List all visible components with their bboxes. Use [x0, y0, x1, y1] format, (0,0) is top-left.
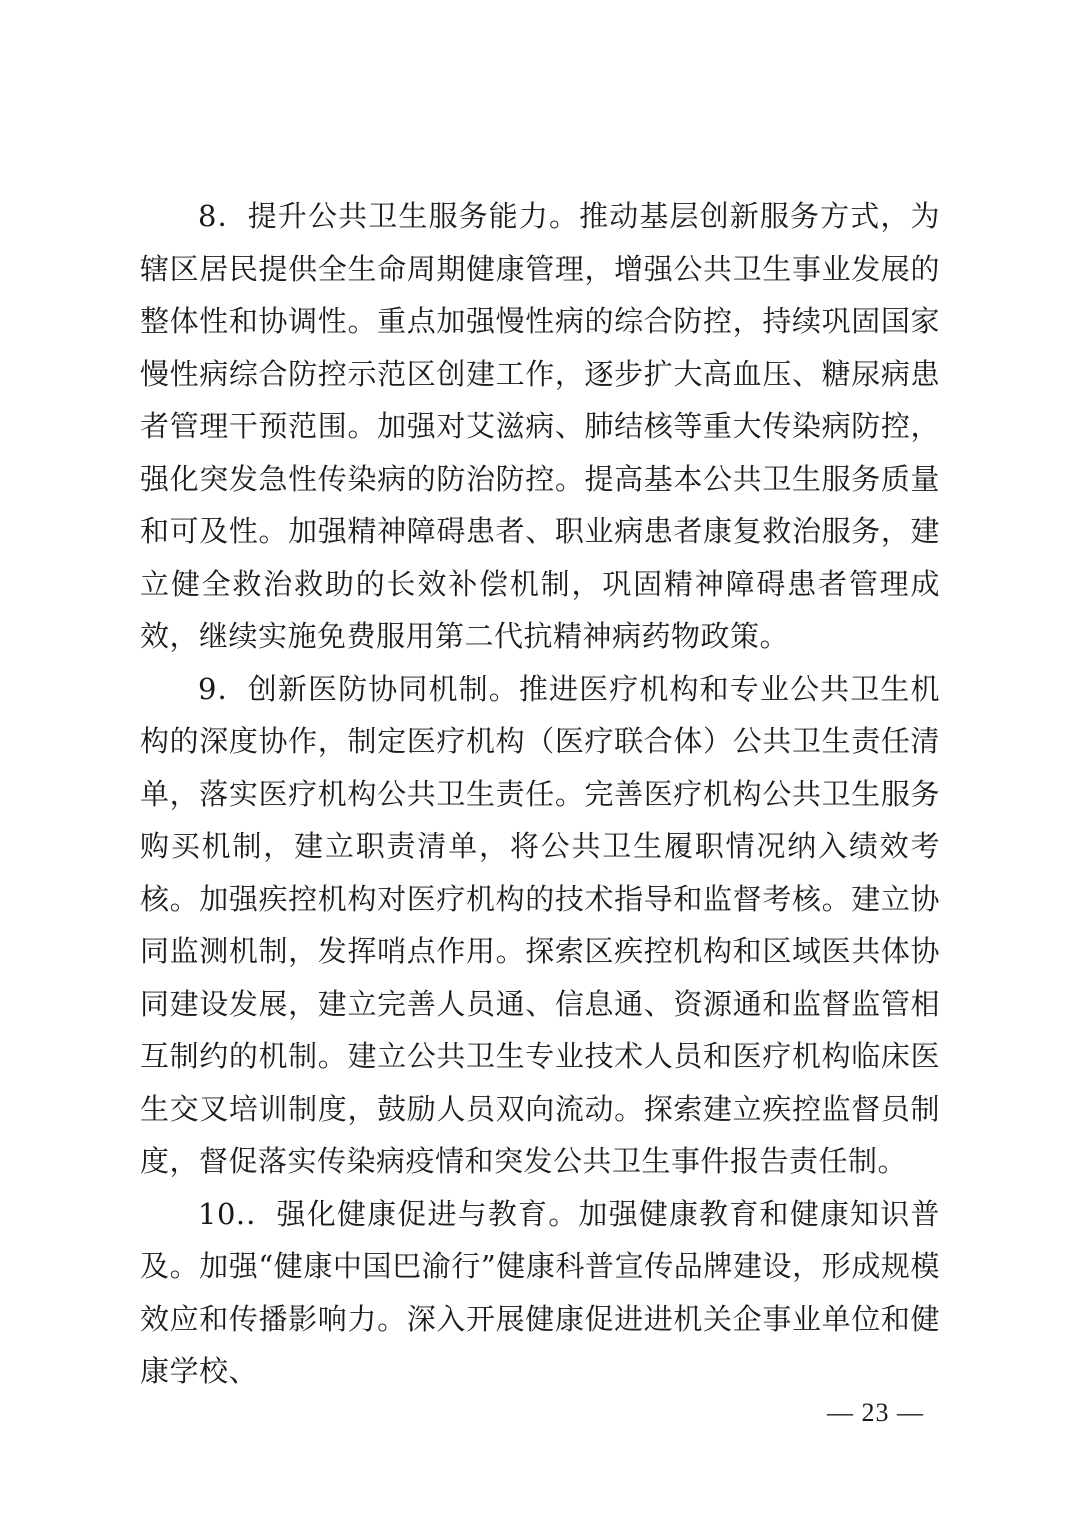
page-number: — 23 — — [827, 1398, 924, 1427]
paragraph-item-8: 8．提升公共卫生服务能力。推动基层创新服务方式，为辖区居民提供全生命周期健康管理，增强公共卫生事业发展的整体性和协调性。重点加强慢性病的综合防控，持续巩固国家慢性病综合防控示范区创建工作，逐步扩大高血压、糖尿病患者管理干预范围。加强对艾滋病、肺结核等重大传染病防控，强化突发急性传染病的防治防控。提高基本公共卫生服务质量和可及性。加强精神障碍患者、职业病患者康复救治服务，建立健全救治救助的长效补偿机制，巩固精神障碍患者管理成效，继续实施免费服用第二代抗精神病药物政策。 — [140, 199, 940, 653]
document-body — [140, 190, 940, 1398]
paragraph-item-9: 9．创新医防协同机制。推进医疗机构和专业公共卫生机构的深度协作，制定医疗机构（医疗联合体）公共卫生责任清单，落实医疗机构公共卫生责任。完善医疗机构公共卫生服务购买机制，建立职责清单，将公共卫生履职情况纳入绩效考核。加强疾控机构对医疗机构的技术指导和监督考核。建立协同监测机制，发挥哨点作用。探索区疾控机构和区域医共体协同建设发展，建立完善人员通、信息通、资源通和监督监管相互制约的机制。建立公共卫生专业技术人员和医疗机构临床医生交叉培训制度，鼓励人员双向流动。探索建立疾控监督员制度，督促落实传染病疫情和突发公共卫生事件报告责任制。 — [140, 671, 940, 1178]
paragraph-item-10: 10.．强化健康促进与教育。加强健康教育和健康知识普及。加强“健康中国巴渝行”健康科普宣传品牌建设，形成规模效应和传播影响力。深入开展健康促进进机关企事业单位和健康学校、 — [140, 1196, 940, 1388]
